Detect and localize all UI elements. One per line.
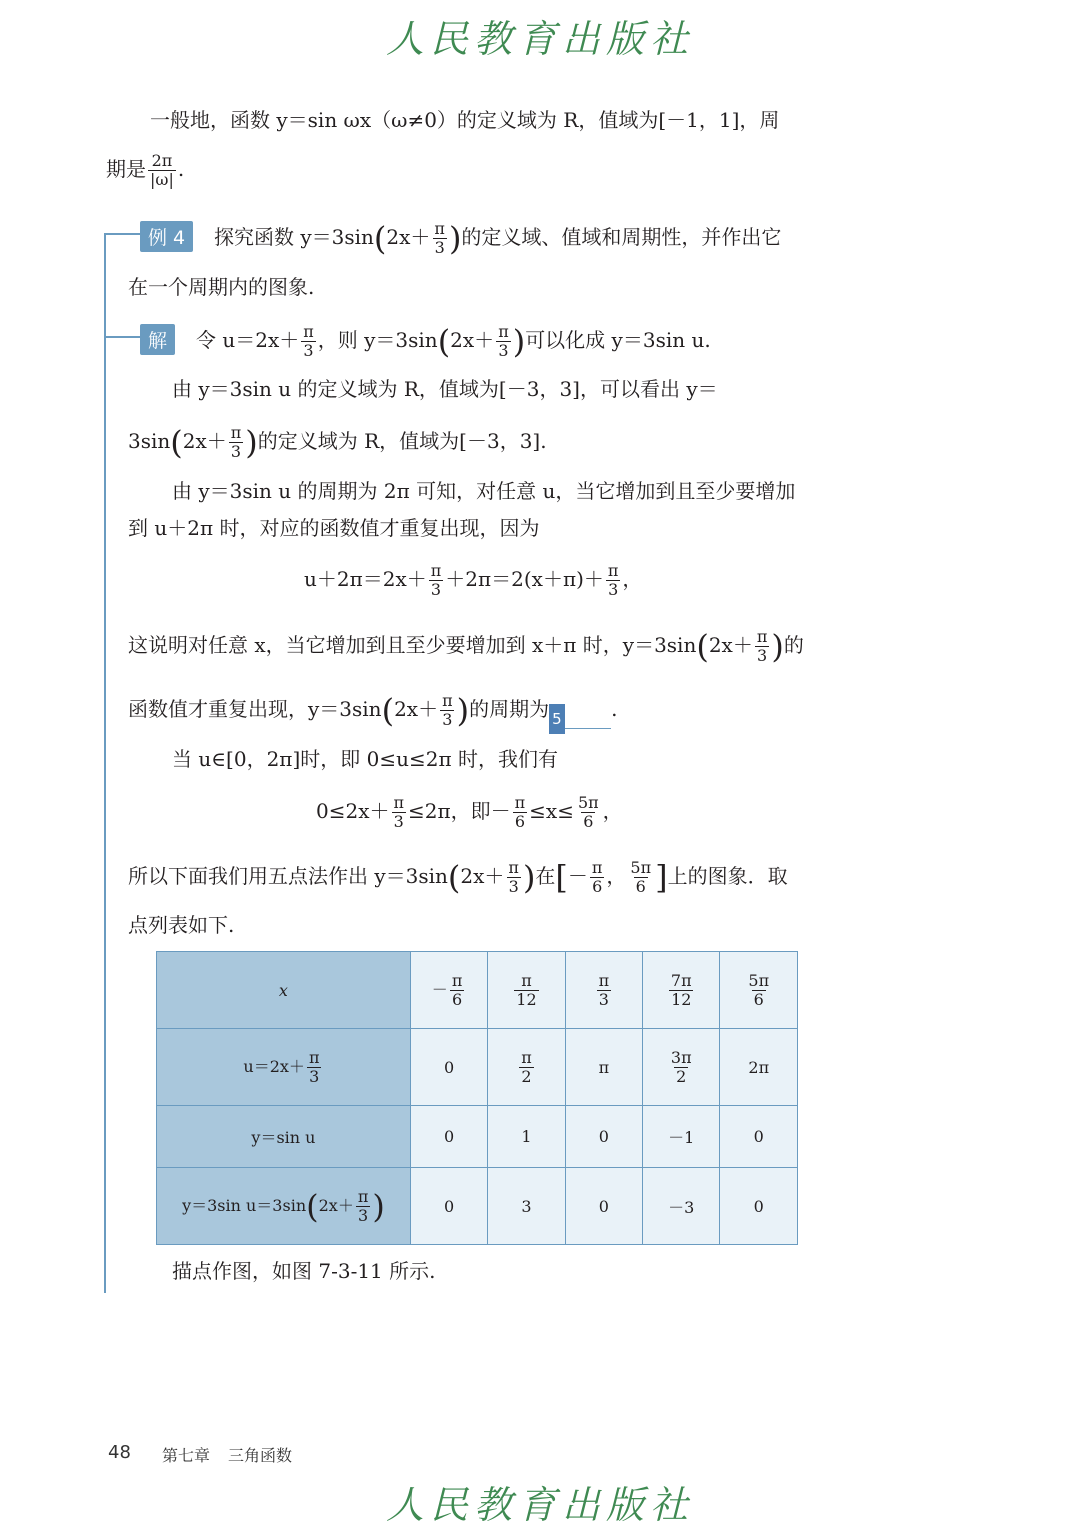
example-line-1: 探究函数 y＝3sin(2x＋ $\frac{\pi}{3}$ )的定义域、值域和周期性，并作出它 [214,219,782,258]
solution-tag: 解 [140,324,175,355]
example-connector [104,233,140,235]
table-header-y: y＝3sin u＝3sin(2x＋ $\frac{\pi}{3}$ ) [157,1168,411,1245]
equation-2: 0≤2x＋ $\frac{\pi}{3}$ ≤2π，即－ $\frac{\pi}{6}$ ≤x≤ $\frac{5\pi}{6}$ ， [316,793,623,831]
table-cell: $\frac{7\pi}{12}$ [643,952,720,1029]
conclusion-line: 描点作图，如图 7-3-11 所示. [172,1259,436,1283]
intro-suffix: . [177,157,185,181]
solution-line-3: 3sin(2x＋ $\frac{\pi}{3}$ )的定义域为 R，值域为[－3，3]. [128,423,547,462]
intro-line-2 [106,152,184,189]
table-row-y [157,1168,798,1245]
table-cell: 3 [488,1168,565,1245]
table-cell: 1 [488,1106,565,1168]
blank-number: 5 [549,704,565,734]
table-header-x: x [157,952,411,1029]
answer-blank[interactable] [549,702,611,729]
table-cell: 0 [720,1106,798,1168]
table-cell: $\frac{\pi}{3}$ [565,952,642,1029]
five-point-table [156,951,798,1245]
table-header-u: u＝2x＋ $\frac{\pi}{3}$ [157,1029,411,1106]
table-cell: 0 [410,1029,487,1106]
table-cell: 0 [565,1106,642,1168]
example-left-rule [104,233,106,1293]
table-cell: π [565,1029,642,1106]
table-row-u [157,1029,798,1106]
solution-line-2: 由 y＝3sin u 的定义域为 R，值域为[－3，3]，可以看出 y＝ [172,377,718,401]
table-cell: － $\frac{\pi}{6}$ [410,952,487,1029]
chapter-title: 三角函数 [228,1446,293,1465]
table-row-sinu [157,1106,798,1168]
table-cell: 0 [410,1106,487,1168]
table-cell: 0 [410,1168,487,1245]
solution-line-1: 令 u＝2x＋ $\frac{\pi}{3}$ ，则 y＝3sin(2x＋ $\frac{\pi}{3}$ )可以化成 y＝3sin u. [196,322,711,361]
solution-line-4: 由 y＝3sin u 的周期为 2π 可知，对任意 u，当它增加到且至少要增加 [172,479,796,503]
solution-line-5: 到 u＋2π 时，对应的函数值才重复出现，因为 [128,516,540,540]
table-cell: $\frac{\pi}{12}$ [488,952,565,1029]
intro-prefix: 期是 [106,157,146,181]
solution-line-9: 所以下面我们用五点法作出 y＝3sin(2x＋ $\frac{\pi}{3}$ )在[－ $\frac{\pi}{6}$ ， $\frac{5\pi}{6}$ ]上的图象．取 [128,858,788,897]
publisher-logo-bottom: 人民教育出版社 [385,1483,694,1527]
solution-connector [104,336,140,338]
table-cell: 2π [720,1029,798,1106]
period-fraction: $\frac{2\pi}{|\omega|}$ [150,151,174,189]
table-cell: $\frac{3\pi}{2}$ [643,1029,720,1106]
table-cell: －1 [643,1106,720,1168]
example-tag: 例 4 [140,221,193,252]
publisher-logo: 人民教育出版社 [385,17,694,61]
chapter-label: 第七章 [162,1446,211,1465]
solution-line-10: 点列表如下. [128,913,235,937]
table-cell: 0 [565,1168,642,1245]
table-cell: －3 [643,1168,720,1245]
table-cell: 0 [720,1168,798,1245]
page-number: 48 [108,1442,131,1463]
solution-line-6: 这说明对任意 x，当它增加到且至少要增加到 x＋π 时，y＝3sin(2x＋ $\frac{\pi}{3}$ )的 [128,627,804,666]
table-cell: $\frac{5\pi}{6}$ [720,952,798,1029]
solution-line-8: 当 u∈[0，2π]时，即 0≤u≤2π 时，我们有 [172,747,558,771]
table-cell: $\frac{\pi}{2}$ [488,1029,565,1106]
table-row-x [157,952,798,1029]
example-line-2: 在一个周期内的图象. [128,275,315,299]
table-header-sinu: y＝sin u [157,1106,411,1168]
equation-1: u＋2π＝2x＋ $\frac{\pi}{3}$ ＋2π＝2(x＋π)＋ $\frac{\pi}{3}$ ， [304,561,643,599]
intro-line-1: 一般地，函数 y＝sin ωx（ω≠0）的定义域为 R，值域为[－1，1]，周 [150,108,780,132]
solution-line-7: 函数值才重复出现，y＝3sin(2x＋ $\frac{\pi}{3}$ )的周期为 5 . [128,692,617,729]
